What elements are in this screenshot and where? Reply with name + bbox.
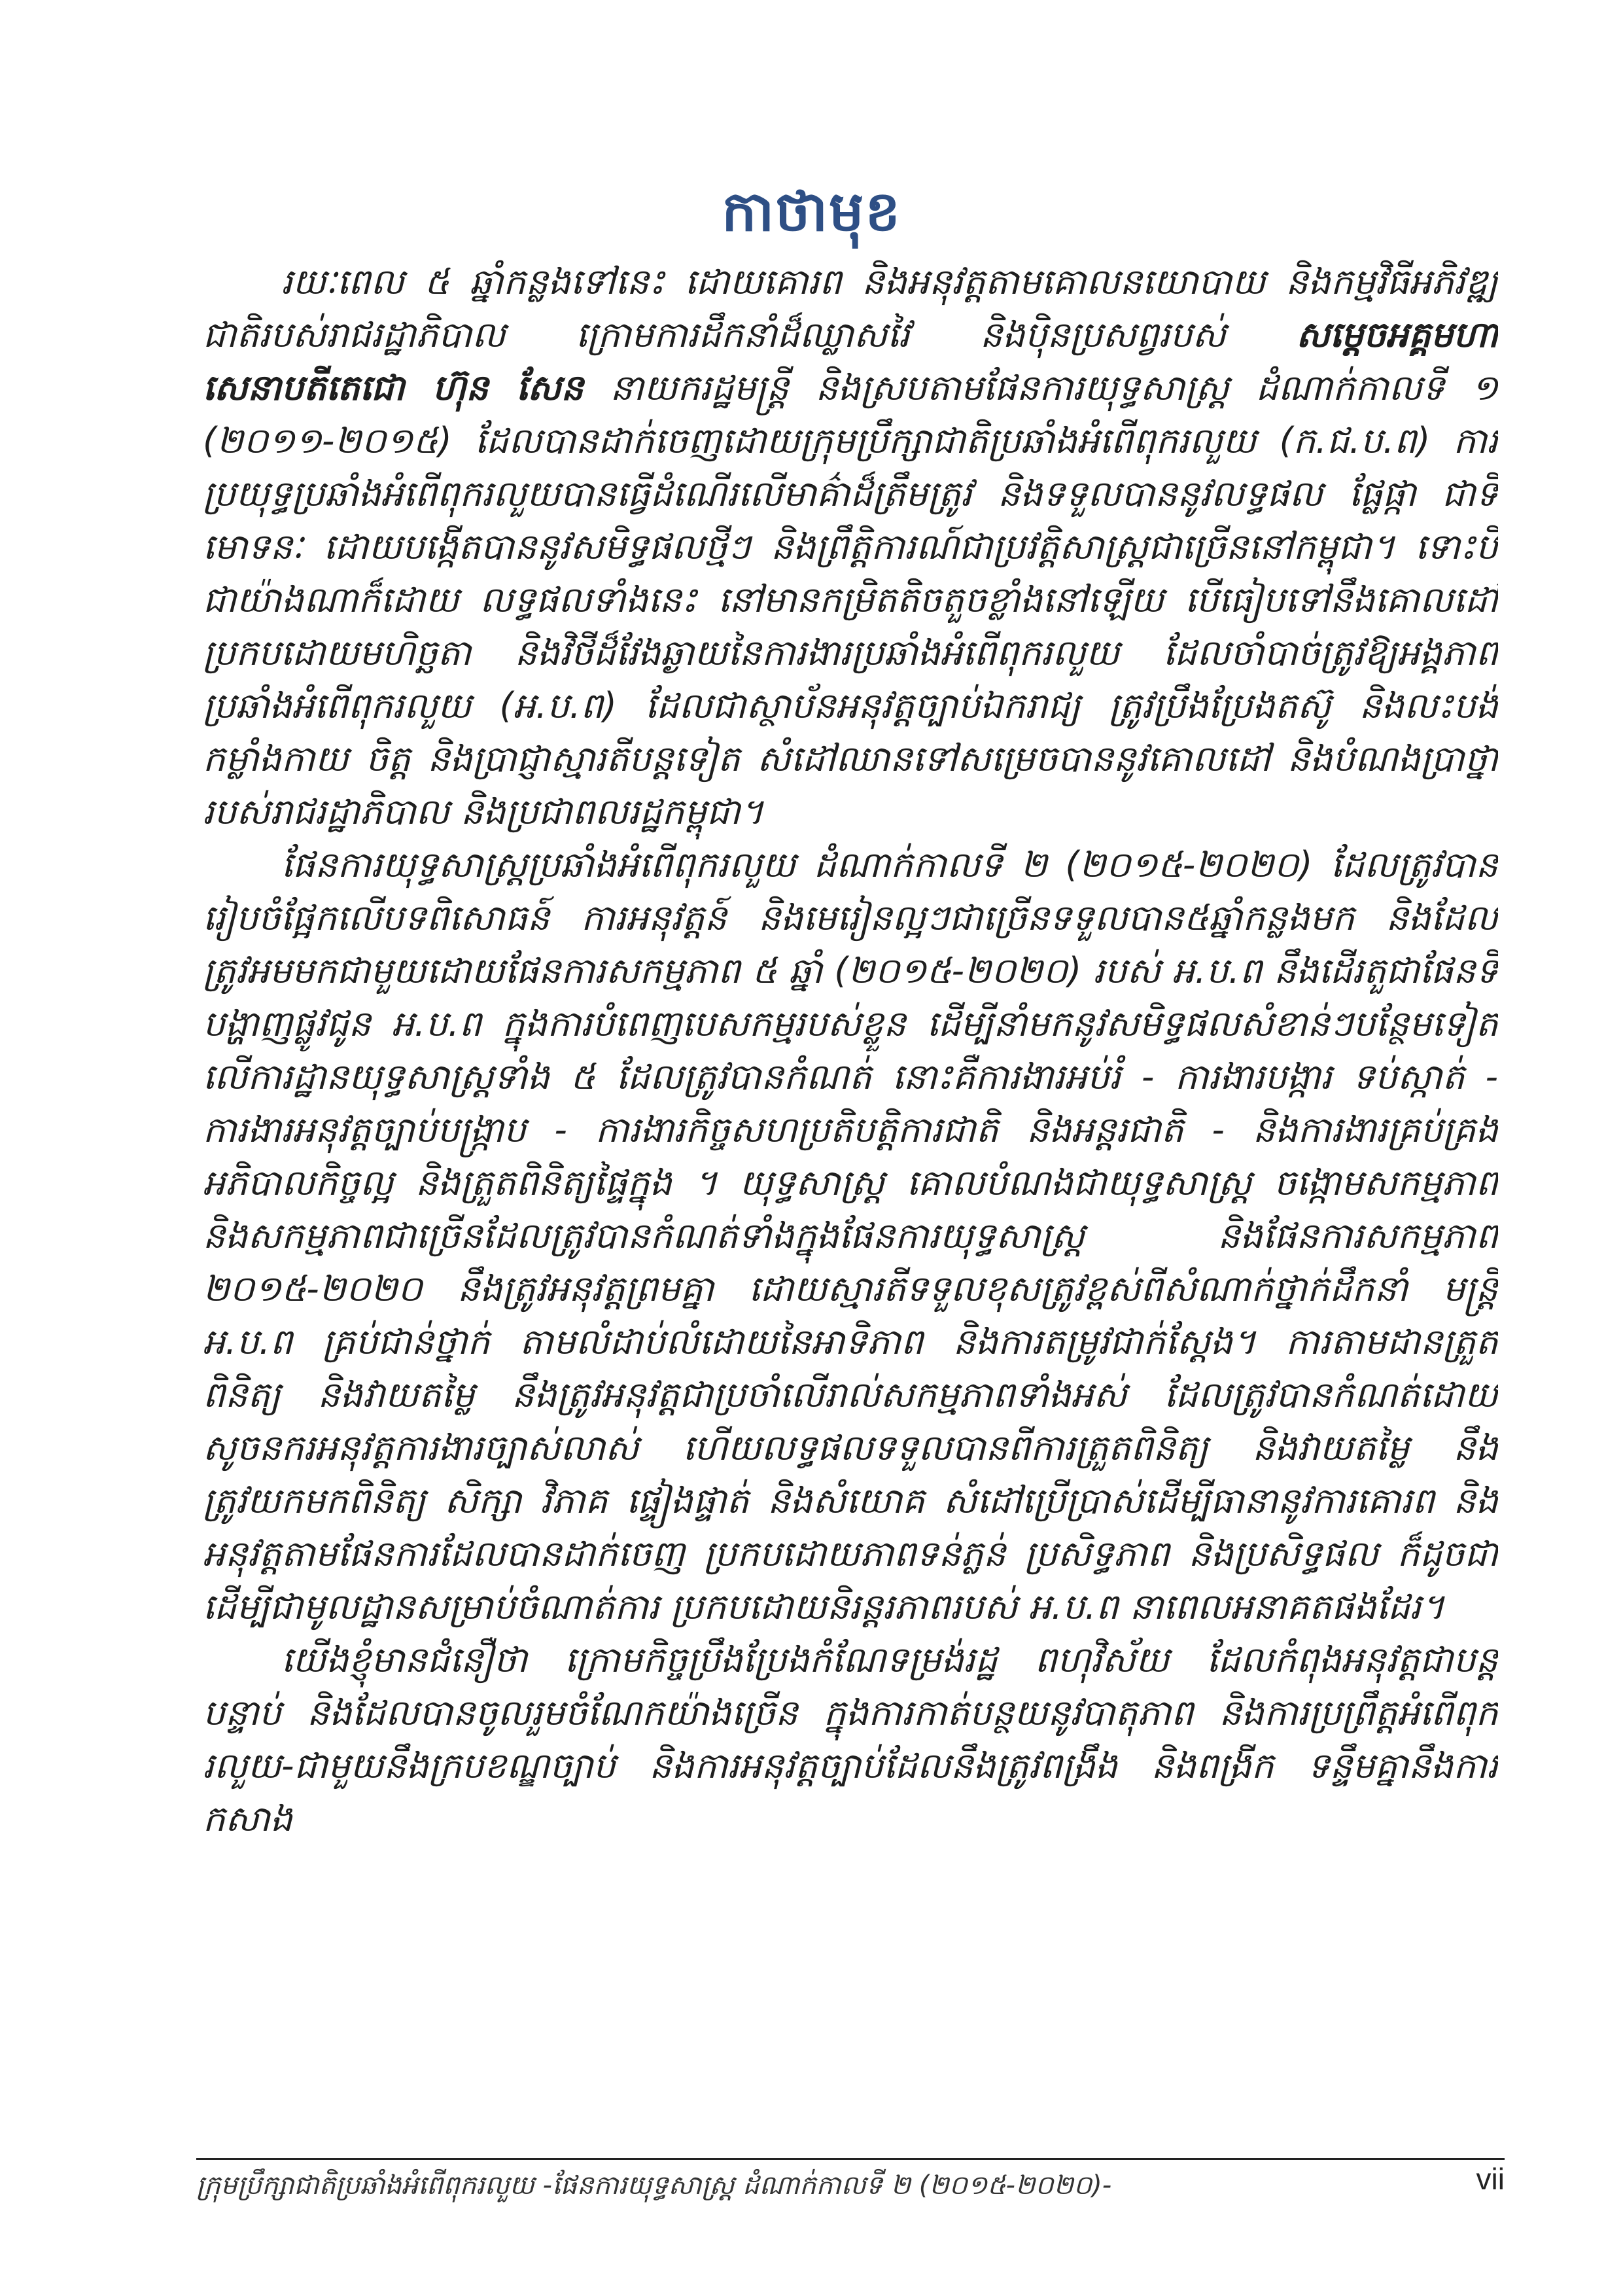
footer-divider xyxy=(196,2158,1505,2160)
page-number: vii xyxy=(1476,2162,1505,2196)
preface-body xyxy=(203,255,1498,2113)
paragraph-3: យើងខ្ញុំមានជំនឿថា ក្រោមកិច្ចប្រឹងប្រែងកំណែទម្រង់រដ្ឋ ពហុវិស័យ ដែលកំពុងអនុវត្តជាបន្តបន្ទាប់ និងដែលបានចូលរួមចំណែកយ៉ាងច្រើន ក្នុងការកាត់បន្ថយនូវបាតុភាព និងការប្រព្រឹត្តអំពើពុករលួយ-ជាមួយនឹងក្របខណ្ឌច្បាប់ និងការអនុវត្តច្បាប់ដែលនឹងត្រូវពង្រឹង និងពង្រីក ទន្ទឹមគ្នានឹងការកសាង xyxy=(203,1639,1498,1839)
prime-minister-name: សម្តេចអគ្គមហាសេនាបតីតេជោ ហ៊ុន សែន xyxy=(203,314,1498,408)
paragraph-2: ផែនការយុទ្ធសាស្ត្រប្រឆាំងអំពើពុករលួយ ដំណាក់កាលទី ២ (២០១៥-២០២០) ដែលត្រូវបានរៀបចំផ្អែកលើបទពិសោធន៍ ការអនុវត្តន៍ និងមេរៀនល្អៗជាច្រើនទទួលបាន៥ឆ្នាំកន្លងមក និងដែលត្រូវអមមកជាមួយដោយផែនការសកម្មភាព ៥ ឆ្នាំ (២០១៥-២០២០) របស់ អ.ប.ព នឹងដើរតួជាផែនទីបង្ហាញផ្លូវជូន អ.ប.ព ក្នុងការបំពេញបេសកម្មរបស់ខ្លួន ដើម្បីនាំមកនូវសមិទ្ធផលសំខាន់ៗបន្ថែមទៀតលើការដ្ឋានយុទ្ធសាស្ត្រទាំង ៥ ដែលត្រូវបានកំណត់ នោះគឺការងារអប់រំ - ការងារបង្ការ ទប់ស្កាត់ - ការងារអនុវត្តច្បាប់បង្ក្រាប - ការងារកិច្ចសហប្រតិបត្តិការជាតិ និងអន្តរជាតិ - និងការងារគ្រប់គ្រងអភិបាលកិច្ចល្អ និងត្រួតពិនិត្យផ្ទៃក្នុង ។ យុទ្ធសាស្ត្រ គោលបំណងជាយុទ្ធសាស្ត្រ ចង្កោមសកម្មភាព និងសកម្មភាពជាច្រើនដែលត្រូវបានកំណត់ទាំងក្នុងផែនការយុទ្ធសាស្ត្រ និងផែនការសកម្មភាព ២០១៥-២០២០ នឹងត្រូវអនុវត្តព្រមគ្នា ដោយស្មារតីទទួលខុសត្រូវខ្ពស់ពីសំណាក់ថ្នាក់ដឹកនាំ មន្ត្រី អ.ប.ព គ្រប់ជាន់ថ្នាក់ តាមលំដាប់លំដោយនៃអាទិភាព និងការតម្រូវជាក់ស្តែង។ ការតាមដានត្រួតពិនិត្យ និងវាយតម្លៃ នឹងត្រូវអនុវត្តជាប្រចាំលើរាល់សកម្មភាពទាំងអស់ ដែលត្រូវបានកំណត់ដោយសូចនករអនុវត្តការងារច្បាស់លាស់ ហើយលទ្ធផលទទួលបានពីការត្រួតពិនិត្យ និងវាយតម្លៃ នឹងត្រូវយកមកពិនិត្យ សិក្សា វិភាគ ផ្ទៀងផ្ទាត់ និងសំយោគ សំដៅប្រើប្រាស់ដើម្បីធានានូវការគោរព និងអនុវត្តតាមផែនការដែលបានដាក់ចេញ ប្រកបដោយភាពទន់ភ្លន់ ប្រសិទ្ធភាព និងប្រសិទ្ធផល ក៏ដូចជាដើម្បីជាមូលដ្ឋានសម្រាប់ចំណាត់ការ ប្រកបដោយនិរន្តរភាពរបស់ អ.ប.ព នាពេលអនាគតផងដែរ។ xyxy=(203,844,1498,1627)
paragraph-1 xyxy=(203,255,1498,838)
paragraph-1-rest: នាយករដ្ឋមន្ត្រី និងស្របតាមផែនការយុទ្ធសាស្ត្រ ដំណាក់កាលទី ១ (២០១១-២០១៥) ដែលបានដាក់ចេញដោយក្រុមប្រឹក្សាជាតិប្រឆាំងអំពើពុករលួយ (ក.ជ.ប.ព) ការប្រយុទ្ធប្រឆាំងអំពើពុករលួយបានធ្វើដំណើរលើមាគ៌ាដ៏ត្រឹមត្រូវ និងទទួលបាននូវលទ្ធផល ផ្លែផ្កា ជាទីមោទនៈ ដោយបង្កើតបាននូវសមិទ្ធផលថ្មីៗ និងព្រឹត្តិការណ៍ជាប្រវត្តិសាស្ត្រជាច្រើននៅកម្ពុជា។ ទោះបីជាយ៉ាងណាក៏ដោយ លទ្ធផលទាំងនេះ នៅមានកម្រិតតិចតួចខ្លាំងនៅឡើយ បើធៀបទៅនឹងគោលដៅប្រកបដោយមហិច្ឆតា និងវិថីដ៏វែងឆ្ងាយនៃការងារប្រឆាំងអំពើពុករលួយ ដែលចាំបាច់ត្រូវឱ្យអង្គភាពប្រឆាំងអំពើពុករលួយ (អ.ប.ព) ដែលជាស្ថាប័នអនុវត្តច្បាប់ឯករាជ្យ ត្រូវប្រឹងប្រែងតស៊ូ និងលះបង់កម្លាំងកាយ ចិត្ត និងប្រាជ្ញាស្មារតីបន្តទៀត សំដៅឈានទៅសម្រេចបាននូវគោលដៅ និងបំណងប្រាថ្នារបស់រាជរដ្ឋាភិបាល និងប្រជាពលរដ្ឋកម្ពុជា។ xyxy=(203,367,1498,832)
paragraph-1-intro: រយៈពេល ៥ ឆ្នាំកន្លងទៅនេះ ដោយគោរព និងអនុវត្តតាមគោលនយោបាយ និងកម្មវិធីអភិវឌ្ឍជាតិរបស់រាជរដ្ឋាភិបាល ក្រោមការដឹកនាំដ៏ឈ្លាសវៃ និងប៉ិនប្រសព្វរបស់ xyxy=(203,261,1498,355)
page-title: កាថាមុខ xyxy=(722,179,901,244)
footer-caption: ក្រុមប្រឹក្សាជាតិប្រឆាំងអំពើពុករលួយ -ផែនការយុទ្ធសាស្ត្រ ដំណាក់កាលទី ២ (២០១៥-២០២០)- xyxy=(196,2170,1112,2200)
